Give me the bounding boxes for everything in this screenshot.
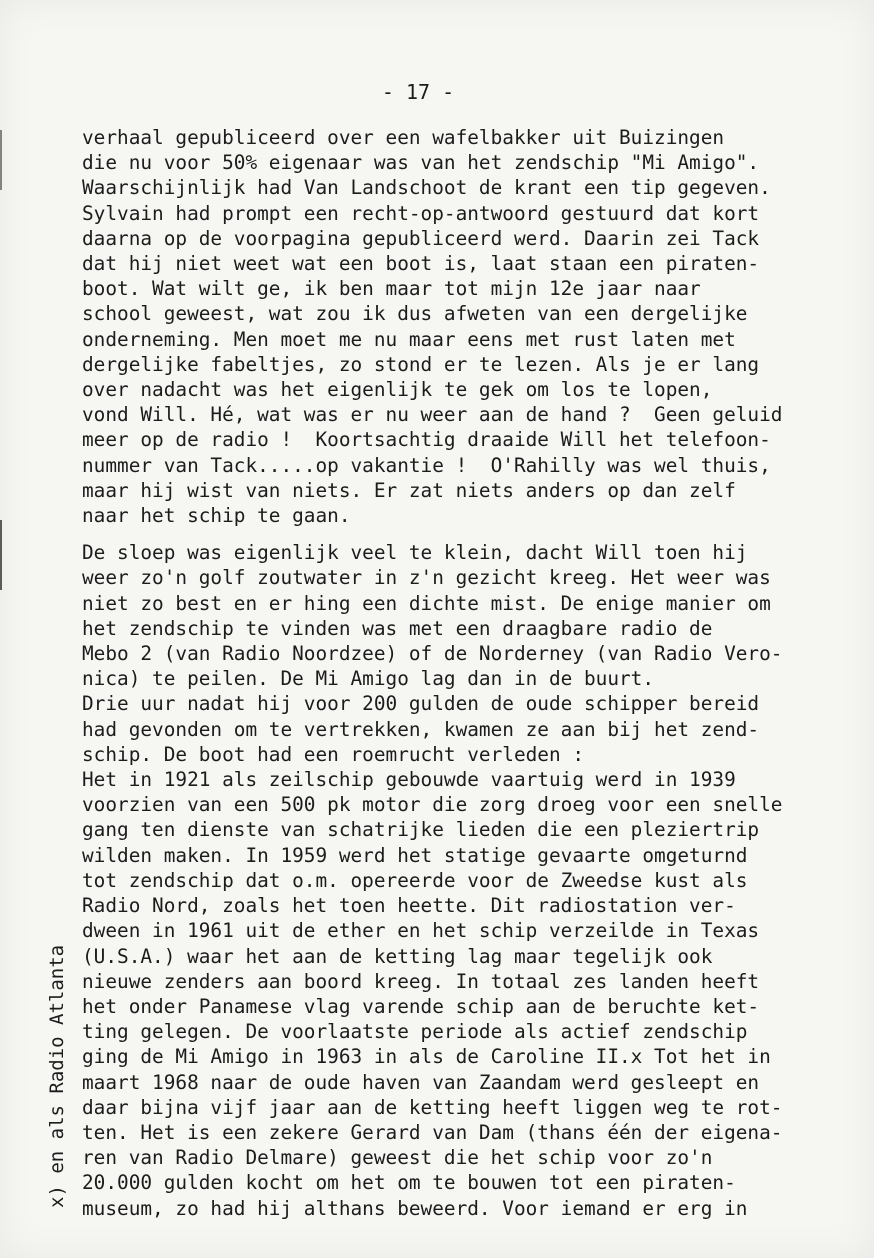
text-line: die nu voor 50% eigenaar was van het zendschip "Mi Amigo". [82,151,760,175]
text-line: dat hij niet weet wat een boot is, laat staan een piraten- [82,252,760,276]
text-line: De sloep was eigenlijk veel te klein, dacht Will toen hij [82,541,748,565]
footnote-margin-note: x) en als Radio Atlanta [46,944,68,1208]
text-line: ting gelegen. De voorlaatste periode als actief zendschip [82,1020,748,1044]
text-line: maar hij wist van niets. Er zat niets anders op dan zelf [82,478,736,502]
text-line: naar het schip te gaan. [82,504,351,528]
text-line: maart 1968 naar de oude haven van Zaandam werd gesleept en [82,1070,760,1094]
text-line: het zendschip te vinden was met een draagbare radio de [82,616,713,640]
text-line: nummer van Tack.....op vakantie ! O'Rahilly was wel thuis, [82,453,771,477]
text-line: voorzien van een 500 pk motor die zorg droeg voor een snelle [82,793,783,817]
text-line: had gevonden om te vertrekken, kwamen ze aan bij het zend- [82,717,760,741]
text-line: wilden maken. In 1959 werd het statige gevaarte omgeturnd [82,843,748,867]
page-edge-mark-bottom [0,520,2,590]
page-edge-mark-top [0,130,2,190]
paragraph-1 [82,125,862,528]
page-number: - 17 - [381,80,455,104]
text-line: 20.000 gulden kocht om het om te bouwen tot een piraten- [82,1171,736,1195]
text-line: nieuwe zenders aan boord kreeg. In totaal zes landen heeft [82,969,760,993]
text-line: nica) te peilen. De Mi Amigo lag dan in de buurt. [82,667,655,691]
text-line: daarna op de voorpagina gepubliceerd werd. Daarin zei Tack [82,226,760,250]
text-line: Het in 1921 als zeilschip gebouwde vaartuig werd in 1939 [82,768,736,792]
text-line: Mebo 2 (van Radio Noordzee) of de Norderney (van Radio Vero- [82,642,783,666]
text-line: over nadacht was het eigenlijk te gek om los te lopen, [82,378,713,402]
text-line: meer op de radio ! Koortsachtig draaide Will het telefoon- [82,428,771,452]
text-line: tot zendschip dat o.m. opereerde voor de Zweedse kust als [82,868,748,892]
text-line: onderneming. Men moet me nu maar eens met rust laten met [82,327,736,351]
text-line: (U.S.A.) waar het aan de ketting lag maar tegelijk ook [82,944,713,968]
text-line: boot. Wat wilt ge, ik ben maar tot mijn 12e jaar naar [82,277,701,301]
text-line: het onder Panamese vlag varende schip aan de beruchte ket- [82,994,760,1018]
text-line: Sylvain had prompt een recht-op-antwoord gestuurd dat kort [82,201,760,225]
paragraph-2 [82,540,862,1220]
text-line: verhaal gepubliceerd over een wafelbakker uit Buizingen [82,126,725,149]
body-text [82,125,862,1221]
text-line: ten. Het is een zekere Gerard van Dam (thans één der eigena- [82,1120,783,1144]
text-line: school geweest, wat zou ik dus afweten van een dergelijke [82,302,748,326]
text-line: Radio Nord, zoals het toen heette. Dit radiostation ver- [82,894,736,918]
text-line: Waarschijnlijk had Van Landschoot de krant een tip gegeven. [82,176,771,200]
text-line: ging de Mi Amigo in 1963 in als de Caroline II.x Tot het in [82,1045,771,1069]
text-line: niet zo best en er hing een dichte mist. De enige manier om [82,591,771,615]
text-line: gang ten dienste van schatrijke lieden die een pleziertrip [82,818,760,842]
text-line: Drie uur nadat hij voor 200 gulden de oude schipper bereid [82,692,760,716]
text-line: ren van Radio Delmare) geweest die het schip voor zo'n [82,1146,713,1170]
text-line: dween in 1961 uit de ether en het schip verzeilde in Texas [82,919,760,943]
text-line: vond Will. Hé, wat was er nu weer aan de hand ? Geen geluid [82,403,783,427]
text-line: schip. De boot had een roemrucht verleden : [82,742,584,766]
text-line: weer zo'n golf zoutwater in z'n gezicht kreeg. Het weer was [82,566,771,590]
text-line: museum, zo had hij althans beweerd. Voor iemand er erg in [82,1196,748,1220]
text-line: daar bijna vijf jaar aan de ketting heeft liggen weg te rot- [82,1095,783,1119]
text-line: dergelijke fabeltjes, zo stond er te lezen. Als je er lang [82,352,760,376]
